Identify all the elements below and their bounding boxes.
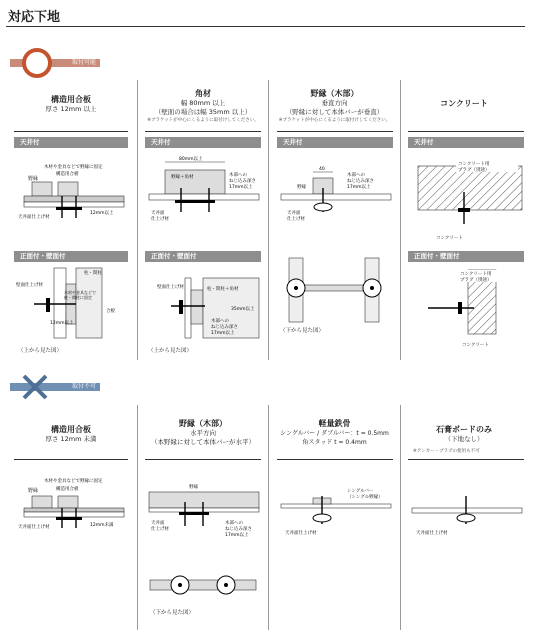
- label-ceiling-1: 天井面: [287, 211, 301, 216]
- label-noen: 野縁: [189, 485, 198, 490]
- ok-c2-caption: （上から見た図）: [148, 348, 193, 354]
- ng-col-4-header: [403, 424, 525, 454]
- label-ceiling-finish: 天井面仕上げ材: [416, 531, 448, 536]
- column-divider: [137, 80, 138, 360]
- ok-col-1-header: [10, 94, 132, 114]
- label-noen: 野縁: [28, 176, 39, 182]
- label-ceiling-2: 仕上げ材: [151, 527, 169, 532]
- label-pillar: 柱・間柱: [84, 271, 102, 276]
- ok-c3-caption: （下から見た図）: [280, 328, 325, 334]
- label-ceiling-finish: 天井面仕上げ材: [18, 525, 50, 530]
- tag-ceiling: 天井付: [145, 137, 261, 148]
- label-12mm: 12mm以上: [50, 321, 74, 326]
- ok-col-2-sub2: （壁面の場合は幅 35mm 以上）: [154, 108, 252, 116]
- label-depth-3: 17mm以上: [347, 185, 371, 190]
- header-underline: [145, 459, 261, 460]
- header-underline: [408, 131, 524, 132]
- label-depth-1: 木部への: [211, 319, 229, 324]
- ok-col-2-note: ※ブラケットが中心にくるように取付けしてください。: [147, 118, 259, 123]
- tag-ceiling: 天井付: [277, 137, 393, 148]
- ng-col-4-sub: （下地なし）: [444, 435, 484, 443]
- label-plywood: 構造用合板: [56, 172, 79, 177]
- ng-c2-bottom-diagram: [148, 570, 258, 600]
- ng-col-4-note: ※アンカー・プラグの使用も不可: [413, 449, 480, 454]
- ok-c1-caption: （上から見た図）: [18, 348, 63, 354]
- ng-col-2-title: 野縁（木部）: [179, 419, 227, 428]
- label-depth-1: 木部への: [225, 521, 243, 526]
- ng-col-2-sub2: （本野縁に対して本体バーが水平）: [151, 438, 255, 446]
- ng-col-3-header: [271, 418, 398, 447]
- label-ceiling-1: 天井面: [151, 521, 165, 526]
- label-plug-1: コンクリート用: [458, 162, 490, 167]
- label-concrete: コンクリート: [436, 236, 463, 241]
- label-noen-kakuzai: 野縁＋角材: [171, 175, 194, 180]
- column-divider: [268, 405, 269, 630]
- ok-col-2-title: 角材: [195, 89, 211, 98]
- ok-c3-ceiling-diagram: [277, 152, 395, 232]
- label-single-bar: シングルバー: [347, 489, 374, 494]
- label-ceiling-2: 仕上げ材: [151, 217, 169, 222]
- ng-c3-diagram: [277, 482, 395, 542]
- tag-wall: 正面付・壁面付: [14, 251, 128, 262]
- label-plug-1: コンクリート用: [460, 272, 492, 277]
- label-ceiling-finish: 天井面仕上げ材: [18, 215, 50, 220]
- ok-c3-bottom-diagram: [277, 254, 395, 324]
- label-depth-2: ねじ込み深さ: [211, 325, 238, 330]
- page-title: 対応下地: [8, 10, 61, 25]
- label-depth-2: ねじ込み深さ: [225, 527, 252, 532]
- tag-ceiling: 天井付: [14, 137, 128, 148]
- label-12mm: 12mm以上: [90, 211, 114, 216]
- label-depth-1: 木部への: [229, 173, 247, 178]
- ok-c2-wall-diagram: [145, 264, 263, 344]
- label-ceiling-1: 天井面: [151, 211, 165, 216]
- label-goban: 合板: [106, 309, 115, 314]
- ok-c4-wall-diagram: [408, 264, 526, 350]
- ok-col-3-title: 野縁（木部）: [310, 89, 359, 98]
- label-35mm: 35mm以上: [231, 307, 255, 312]
- header-underline: [14, 131, 128, 132]
- ok-col-1-title: 構造用合板: [51, 95, 91, 104]
- label-depth-3: 17mm以上: [225, 533, 249, 538]
- ng-cross-icon: [20, 372, 50, 402]
- header-underline: [408, 459, 524, 460]
- label-12mm-under: 12mm未満: [90, 523, 114, 528]
- ng-col-1-header: [10, 424, 132, 444]
- label-wall-finish: 壁面仕上げ材: [157, 285, 184, 290]
- ok-col-1-sub: 厚さ 12mm 以上: [45, 105, 97, 113]
- label-depth-2: ねじ込み深さ: [229, 179, 256, 184]
- label-plywood: 構造用合板: [56, 487, 79, 492]
- label-concrete: コンクリート: [462, 343, 489, 348]
- label-fix-note: 木材や金具などで野縁に固定: [44, 165, 103, 170]
- label-40: 40: [319, 167, 325, 172]
- label-fix-note: 木材や金具などで野縁に固定: [44, 479, 103, 484]
- tag-wall: 正面付・壁面付: [408, 251, 524, 262]
- ok-c4-ceiling-diagram: [408, 152, 526, 242]
- ng-col-1-title: 構造用合板: [51, 425, 91, 434]
- ng-col-3-sub: シングルバー / ダブルバー：t = 0.5mm: [280, 430, 389, 437]
- header-underline: [145, 131, 261, 132]
- ok-badge-label: 取付可能: [72, 59, 97, 66]
- label-depth-1: 木部への: [347, 173, 365, 178]
- ok-circle-icon: [22, 48, 52, 78]
- ng-col-1-sub: 厚さ 12mm 未満: [45, 435, 97, 443]
- ng-c1-diagram: [14, 472, 132, 542]
- header-underline: [277, 131, 393, 132]
- ok-col-3-sub: 垂直方向: [321, 99, 348, 107]
- ng-badge-label: 取付不可: [72, 383, 97, 390]
- label-wall-finish: 壁面仕上げ材: [16, 283, 43, 288]
- title-divider: [6, 26, 525, 27]
- label-depth-3: 17mm以上: [229, 185, 253, 190]
- ok-col-3-sub2: （野縁に対して本体バーが垂直）: [285, 108, 384, 116]
- label-plug-2: プラグ（別途）: [460, 278, 492, 283]
- ng-col-3-title: 軽量鉄骨: [318, 419, 351, 428]
- ok-col-3-header: [271, 88, 398, 123]
- ok-c1-wall-diagram: [14, 264, 132, 344]
- ok-c1-ceiling-diagram: [14, 152, 132, 232]
- label-ceiling-finish: 天井面仕上げ材: [285, 531, 317, 536]
- label-ceiling-2: 仕上げ材: [287, 217, 305, 222]
- label-pillar-kakuzai: 柱・間柱＋角材: [207, 287, 239, 292]
- label-80mm: 80mm以上: [179, 157, 203, 162]
- header-underline: [14, 459, 128, 460]
- tag-ceiling: 天井付: [408, 137, 524, 148]
- ng-c2-diagram: [145, 480, 263, 550]
- label-depth-2: ねじ込み深さ: [347, 179, 374, 184]
- ng-col-4-title: 石膏ボードのみ: [436, 425, 492, 434]
- ok-col-3-note: ※ブラケットが中心にくるように取付けしてください。: [278, 118, 391, 123]
- ok-col-4-header: [403, 98, 525, 109]
- label-depth-3: 17mm以上: [211, 331, 235, 336]
- ng-c2-caption: （下から見た図）: [150, 610, 195, 616]
- column-divider: [137, 405, 138, 630]
- ok-c2-ceiling-diagram: [145, 152, 263, 232]
- ng-c4-diagram: [408, 482, 526, 542]
- ng-col-2-sub: 水平方向: [190, 429, 216, 437]
- label-noen: 野縁: [297, 185, 306, 190]
- label-fix-1: 木材や金具などで: [64, 290, 96, 295]
- ok-col-2-header: [140, 88, 266, 123]
- label-plug-2: プラグ（別途）: [458, 168, 490, 173]
- column-divider: [268, 80, 269, 360]
- ng-col-2-header: [140, 418, 266, 447]
- ng-col-3-sub2: 角スタッド t = 0.4mm: [302, 439, 367, 446]
- label-single-noen: （シングル野縁）: [347, 495, 383, 500]
- label-noen: 野縁: [28, 488, 39, 494]
- column-divider: [400, 405, 401, 630]
- ok-col-4-title: コンクリート: [440, 99, 488, 108]
- tag-wall: 正面付・壁面付: [145, 251, 261, 262]
- header-underline: [277, 459, 393, 460]
- column-divider: [400, 80, 401, 360]
- label-fix-2: 柱・間柱に固定: [64, 295, 92, 300]
- ok-col-2-sub: 幅 80mm 以上: [180, 99, 226, 107]
